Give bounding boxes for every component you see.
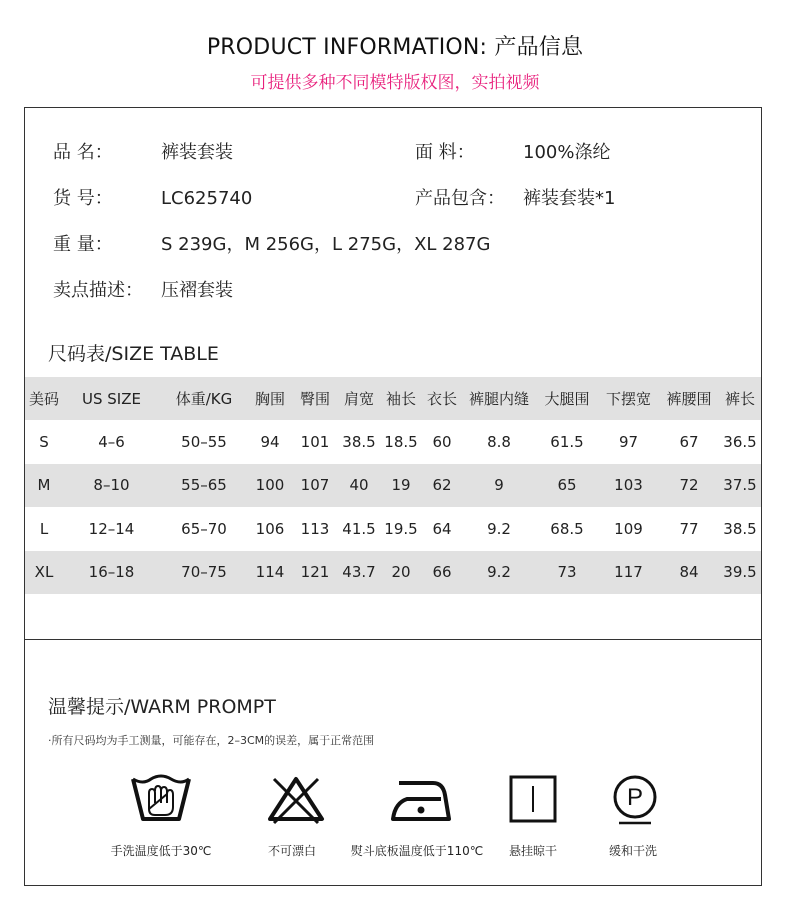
table-cell: 113 — [300, 519, 330, 538]
table-row — [25, 507, 761, 550]
table-cell: 37.5 — [723, 476, 757, 495]
table-cell: 43.7 — [342, 563, 376, 582]
table-cell: 103 — [614, 476, 643, 495]
col-header-hem: 下摆宽 — [605, 390, 651, 409]
header-subtitle: 可提供多种不同模特版权图，实拍视频 — [250, 73, 540, 93]
table-cell: 61.5 — [550, 433, 584, 452]
table-cell: 41.5 — [342, 519, 376, 538]
table-cell: 19 — [391, 476, 411, 495]
info-fabric — [415, 138, 610, 164]
col-header-sleeve: 袖长 — [385, 390, 416, 409]
care-iron — [356, 773, 486, 825]
info-item-no-label: 货 号： — [53, 188, 113, 209]
table-cell: 8–10 — [93, 476, 130, 495]
care-no-bleach — [231, 773, 361, 825]
table-cell: 106 — [255, 519, 285, 538]
care-hand-wash — [96, 773, 226, 825]
table-cell: 19.5 — [384, 519, 418, 538]
col-header-thigh: 大腿围 — [544, 390, 590, 409]
col-header-inseam: 裤腿内缝 — [468, 390, 529, 409]
table-cell: 107 — [300, 476, 330, 495]
table-cell: 97 — [618, 433, 639, 452]
col-header-hip: 臀围 — [299, 390, 330, 409]
table-cell: XL — [34, 563, 54, 582]
info-includes-value: 裤装套装*1 — [523, 188, 616, 209]
table-cell: 50–55 — [181, 433, 227, 452]
col-header-us-size: US SIZE — [82, 389, 141, 408]
table-cell: 20 — [391, 563, 411, 582]
table-cell: 38.5 — [723, 519, 757, 538]
table-cell: 12–14 — [88, 519, 135, 538]
line-dry-icon — [507, 773, 559, 825]
svg-text:P: P — [626, 784, 644, 811]
hand-wash-icon — [129, 773, 193, 825]
info-fabric-value: 100%涤纶 — [523, 142, 611, 163]
care-label-hand-wash: 手洗温度低于30℃ — [110, 844, 212, 858]
info-weight — [53, 230, 490, 256]
size-table-header — [25, 377, 761, 420]
measurement-note: ·所有尺码均为手工测量，可能存在，2–3CM的误差，属于正常范围 — [48, 734, 375, 747]
dry-clean-p-icon — [609, 773, 661, 825]
table-cell: 67 — [679, 433, 699, 452]
table-cell: 9.2 — [487, 563, 511, 582]
table-row — [25, 420, 761, 463]
table-cell: 18.5 — [384, 433, 418, 452]
table-cell: 64 — [432, 519, 452, 538]
info-name-value: 裤装套装 — [161, 142, 233, 163]
col-header-shoulder: 肩宽 — [343, 390, 374, 409]
iron-icon — [389, 773, 453, 825]
info-includes-label: 产品包含： — [415, 188, 505, 209]
table-cell: 62 — [432, 476, 452, 495]
table-cell: 9.2 — [487, 519, 511, 538]
no-bleach-icon — [264, 773, 328, 825]
info-selling-label: 卖点描述： — [53, 280, 143, 301]
table-cell: 121 — [300, 563, 330, 582]
table-cell: 4–6 — [98, 433, 125, 452]
table-cell: 60 — [432, 433, 452, 452]
table-cell: 101 — [300, 433, 330, 452]
table-cell: 77 — [679, 519, 699, 538]
table-cell: 65 — [557, 476, 577, 495]
table-cell: L — [39, 519, 49, 538]
info-name — [53, 138, 233, 164]
col-header-weight: 体重/KG — [175, 390, 233, 409]
table-cell: 68.5 — [550, 519, 584, 538]
table-cell: 94 — [260, 433, 280, 452]
col-header-length: 衣长 — [426, 390, 457, 409]
table-row — [25, 551, 761, 594]
info-weight-value: S 239G，M 256G，L 275G，XL 287G — [161, 234, 491, 255]
table-cell: 39.5 — [723, 563, 757, 582]
info-selling-point — [53, 276, 233, 302]
info-fabric-label: 面 料： — [415, 142, 475, 163]
size-table — [25, 377, 761, 594]
table-cell: 55–65 — [181, 476, 227, 495]
table-cell: 73 — [557, 563, 577, 582]
col-header-chest: 胸围 — [254, 390, 285, 409]
care-label-no-bleach: 不可漂白 — [267, 844, 317, 858]
col-header-us-code: 美码 — [28, 390, 59, 409]
table-row — [25, 464, 761, 507]
care-label-line-dry: 悬挂晾干 — [508, 844, 558, 858]
table-cell: 36.5 — [723, 433, 757, 452]
table-cell: 38.5 — [342, 433, 376, 452]
table-cell: 117 — [614, 563, 643, 582]
table-cell: 9 — [494, 476, 504, 495]
table-cell: 66 — [432, 563, 452, 582]
table-cell: 114 — [255, 563, 285, 582]
table-cell: 16–18 — [88, 563, 135, 582]
section-divider — [25, 639, 761, 640]
table-cell: 70–75 — [181, 563, 227, 582]
care-dry-clean — [570, 773, 700, 825]
table-cell: S — [39, 433, 49, 452]
table-cell: 8.8 — [487, 433, 511, 452]
table-cell: 40 — [349, 476, 369, 495]
col-header-pant-length: 裤长 — [724, 390, 755, 409]
table-cell: 65–70 — [181, 519, 227, 538]
info-weight-label: 重 量： — [53, 234, 113, 255]
table-cell: 84 — [679, 563, 699, 582]
care-label-iron: 熨斗底板温度低于110℃ — [350, 844, 484, 858]
info-item-no-value: LC625740 — [161, 188, 253, 209]
info-item-no — [53, 184, 252, 210]
info-name-label: 品 名： — [53, 142, 113, 163]
header-title: PRODUCT INFORMATION: 产品信息 — [206, 35, 584, 60]
product-info-frame — [24, 107, 762, 886]
table-cell: 72 — [679, 476, 699, 495]
table-cell: 100 — [255, 476, 285, 495]
info-includes — [415, 184, 615, 210]
table-cell: 109 — [614, 519, 643, 538]
col-header-waist: 裤腰围 — [666, 390, 712, 409]
table-cell: M — [37, 476, 51, 495]
warm-prompt-title: 温馨提示/WARM PROMPT — [48, 696, 276, 718]
size-table-title: 尺码表/SIZE TABLE — [48, 343, 219, 365]
info-selling-value: 压褶套装 — [161, 280, 233, 301]
care-label-dry-clean: 缓和干洗 — [608, 844, 658, 858]
